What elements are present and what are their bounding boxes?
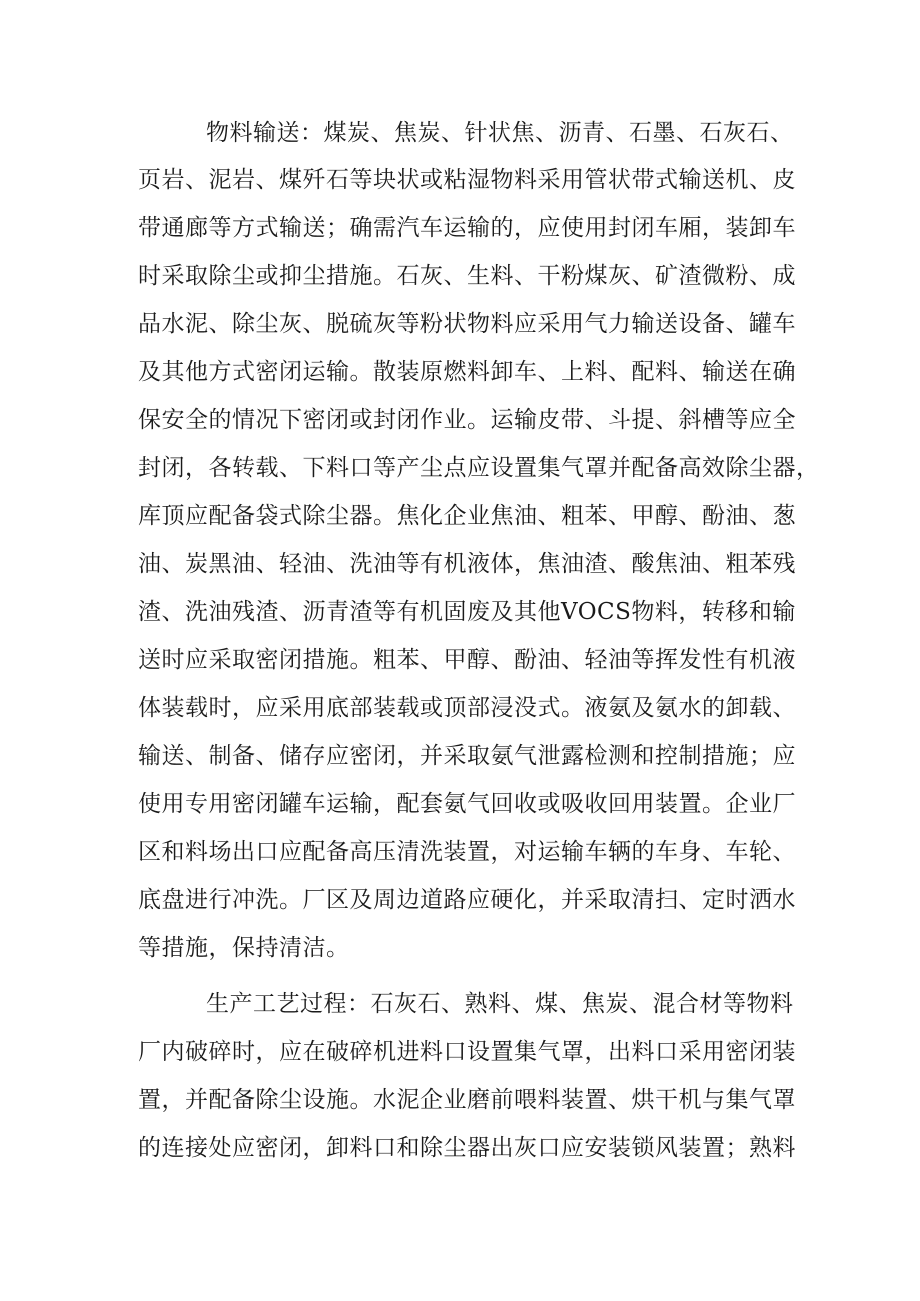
text-line: 带通廊等方式输送；确需汽车运输的，应使用封闭车厢，装卸车 (138, 215, 796, 241)
text-line: 库顶应配备袋式除尘器。焦化企业焦油、粗苯、甲醇、酚油、葱 (138, 503, 796, 529)
text-line: 物料输送：煤炭、焦炭、针状焦、沥青、石墨、石灰石、 (206, 120, 794, 146)
text-line: 渣、洗油残渣、沥青渣等有机固废及其他VOCS物料，转移和输 (138, 599, 796, 625)
text-line: 生产工艺过程：石灰石、熟料、煤、焦炭、混合材等物料 (206, 991, 794, 1017)
text-line: 体装载时，应采用底部装载或顶部浸没式。液氨及氨水的卸载、 (138, 695, 796, 721)
text-line: 置，并配备除尘设施。水泥企业磨前喂料装置、烘干机与集气罩 (138, 1087, 796, 1113)
text-line: 保安全的情况下密闭或封闭作业。运输皮带、斗提、斜槽等应全 (138, 407, 796, 433)
text-line: 页岩、泥岩、煤歼石等块状或粘湿物料采用管状带式输送机、皮 (138, 167, 796, 193)
text-line: 品水泥、除尘灰、脱硫灰等粉状物料应采用气力输送设备、罐车 (138, 311, 796, 337)
text-line: 的连接处应密闭，卸料口和除尘器出灰口应安装锁风装置；熟料 (138, 1135, 796, 1161)
text-line: 底盘进行冲洗。厂区及周边道路应硬化，并采取清扫、定时洒水 (138, 887, 796, 913)
text-line: 厂内破碎时，应在破碎机进料口设置集气罩，出料口采用密闭装 (138, 1039, 796, 1065)
text-line: 使用专用密闭罐车运输，配套氨气回收或吸收回用装置。企业厂 (138, 791, 796, 817)
text-line: 输送、制备、储存应密闭，并采取氨气泄露检测和控制措施；应 (138, 743, 796, 769)
text-line: 等措施，保持清洁。 (138, 935, 350, 961)
text-line: 封闭，各转载、下料口等产尘点应设置集气罩并配备高效除尘器， (138, 455, 820, 481)
text-line: 及其他方式密闭运输。散装原燃料卸车、上料、配料、输送在确 (138, 359, 796, 385)
text-line: 油、炭黑油、轻油、洗油等有机液体，焦油渣、酸焦油、粗苯残 (138, 551, 796, 577)
text-line: 送时应采取密闭措施。粗苯、甲醇、酚油、轻油等挥发性有机液 (138, 647, 796, 673)
text-line: 时采取除尘或抑尘措施。石灰、生料、干粉煤灰、矿渣微粉、成 (138, 263, 796, 289)
text-line: 区和料场出口应配备高压清洗装置，对运输车辆的车身、车轮、 (138, 839, 796, 865)
